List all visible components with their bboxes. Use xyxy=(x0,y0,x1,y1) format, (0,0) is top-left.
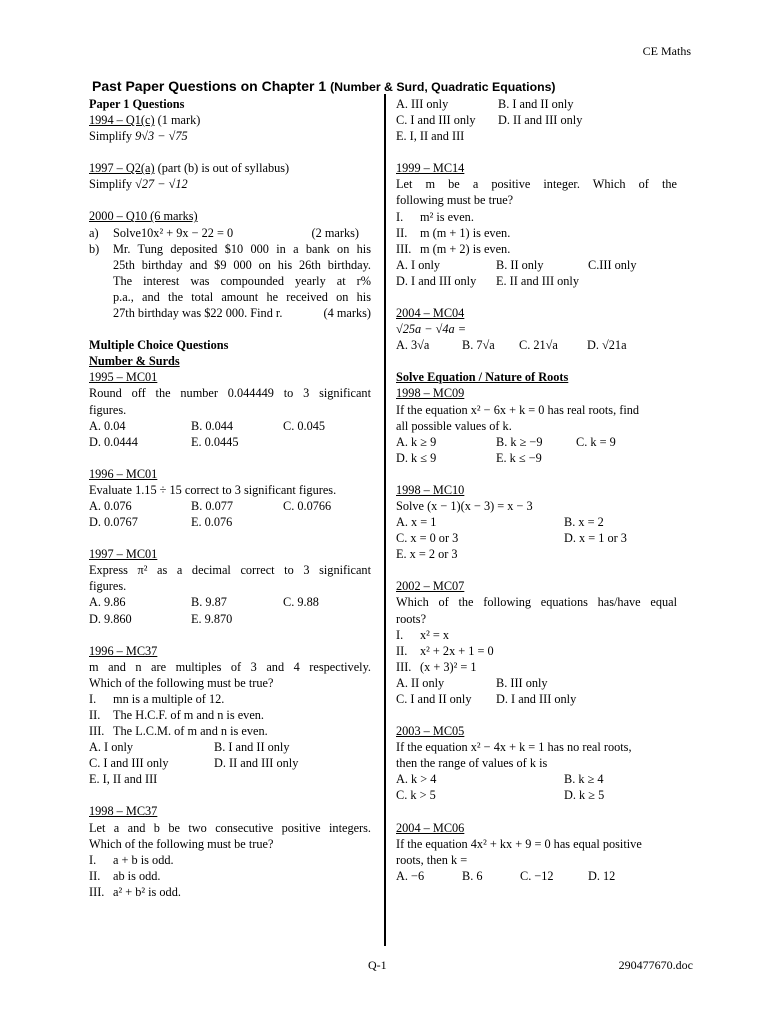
mcq-title: Multiple Choice Questions xyxy=(89,338,229,353)
mc5-options xyxy=(396,96,677,112)
option: A. 0.04 xyxy=(89,418,126,433)
q1-heading xyxy=(89,112,371,128)
column-divider xyxy=(384,94,386,946)
mc4-options xyxy=(89,739,371,755)
option: E. 9.870 xyxy=(191,611,233,626)
mc12-line: If the equation 4x² + kx + 9 = 0 has equal positive xyxy=(396,836,642,851)
mc6-options xyxy=(396,273,677,289)
q2-expr: √27 − √12 xyxy=(135,177,188,192)
mc1-options xyxy=(89,418,371,434)
item-marker: I. xyxy=(89,852,97,867)
q1-head: 1994 – Q1(c) xyxy=(89,113,155,128)
q2-head: 1997 – Q2(a) xyxy=(89,161,155,176)
page-title xyxy=(92,78,556,94)
item-marker: III. xyxy=(89,724,105,739)
mc10-item xyxy=(396,643,677,659)
mc8-line: all possible values of k. xyxy=(396,418,512,433)
q3-b-marks: (4 marks) xyxy=(323,306,371,321)
mc10-line: roots? xyxy=(396,611,427,626)
item-marker: II. xyxy=(396,225,408,240)
header-subject: CE Maths xyxy=(642,44,691,58)
option: C.III only xyxy=(588,257,637,272)
q1-body xyxy=(89,128,371,144)
q2-note: (part (b) is out of syllabus) xyxy=(157,161,290,176)
option: D. k ≤ 9 xyxy=(396,450,437,465)
option: D. 0.0767 xyxy=(89,515,138,530)
mc12-head: 2004 – MC06 xyxy=(396,820,465,835)
option: B. 6 xyxy=(462,868,483,883)
mc5-line: Which of the following must be true? xyxy=(89,836,274,851)
q3-b-line: The interest was compounded yearly at r% xyxy=(113,273,371,288)
option: C. I and II only xyxy=(396,692,472,706)
option: B. k ≥ 4 xyxy=(564,772,604,787)
item-text: The L.C.M. of m and n is even. xyxy=(113,724,268,739)
item-text: m (m + 2) is even. xyxy=(420,241,511,256)
option: D. k ≥ 5 xyxy=(564,788,605,803)
item-text: (x + 3)² = 1 xyxy=(420,659,477,674)
item-marker: I. xyxy=(396,627,404,642)
q3-part-a xyxy=(89,225,371,241)
item-text: m² is even. xyxy=(420,209,474,224)
q1-marks: (1 mark) xyxy=(157,113,201,128)
q2-text: Simplify xyxy=(89,177,133,192)
option: C. 9.88 xyxy=(283,595,319,610)
option: B. 7√a xyxy=(462,338,495,353)
option: C. k = 9 xyxy=(576,434,616,449)
option: B. I and II only xyxy=(498,97,574,111)
q3-a-text: Solve10x² + 9x − 22 = 0 xyxy=(113,225,234,240)
option: A. k > 4 xyxy=(396,772,437,787)
q2-body xyxy=(89,176,371,192)
option: C. 0.045 xyxy=(283,418,326,433)
mc9-head: 1998 – MC10 xyxy=(396,482,465,497)
option: E. II and III only xyxy=(496,273,579,288)
mc12-line: roots, then k = xyxy=(396,852,468,867)
mc10-head: 2002 – MC07 xyxy=(396,579,465,594)
mc6-head: 1999 – MC14 xyxy=(396,161,465,176)
option: A. x = 1 xyxy=(396,515,437,530)
file-name: 290477670.doc xyxy=(618,958,693,972)
mc9-options xyxy=(396,514,677,530)
mc3-line: Express π² as a decimal correct to 3 significant xyxy=(89,563,371,578)
item-text: The H.C.F. of m and n is even. xyxy=(113,708,264,722)
mc2-options xyxy=(89,514,371,530)
item-text: x² = x xyxy=(420,627,450,642)
mc1-line: figures. xyxy=(89,402,127,417)
title-sub: (Number & Surd, Quadratic Equations) xyxy=(330,80,556,94)
mc1-line: Round off the number 0.044449 to 3 significant xyxy=(89,386,371,401)
mc1-options xyxy=(89,434,371,450)
option: A. I only xyxy=(89,740,134,755)
right-column xyxy=(396,96,677,884)
section-paper1: Paper 1 Questions xyxy=(89,97,185,111)
option: E. I, II and III xyxy=(89,772,158,787)
option: D. √21a xyxy=(587,338,627,353)
q1-text: Simplify xyxy=(89,129,133,144)
option: D. 12 xyxy=(588,868,616,883)
mc6-line: Let m be a positive integer. Which of the xyxy=(396,177,677,192)
mc4-item xyxy=(89,691,371,707)
item-text: a + b is odd. xyxy=(113,852,174,867)
mc7-expr: √25a − √4a = xyxy=(396,322,467,337)
mc2-head: 1996 – MC01 xyxy=(89,466,158,481)
mc6-line: following must be true? xyxy=(396,193,514,208)
option: C. 0.0766 xyxy=(283,498,332,513)
mc11-line: If the equation x² − 4x + k = 1 has no real roots, xyxy=(396,740,632,755)
item-marker: II. xyxy=(396,643,408,658)
mc4-item xyxy=(89,723,371,739)
item-text: m (m + 1) is even. xyxy=(420,225,511,240)
option: A. 9.86 xyxy=(89,595,126,610)
mc12-options xyxy=(396,868,677,884)
option: D. II and III only xyxy=(214,756,299,771)
option: C. −12 xyxy=(520,868,554,883)
item-marker: II. xyxy=(89,868,101,883)
item-marker: II. xyxy=(89,708,101,722)
option: E. 0.0445 xyxy=(191,434,239,449)
option: B. I and II only xyxy=(214,740,290,755)
mc7-options xyxy=(396,337,677,353)
item-marker: III. xyxy=(396,241,412,256)
option: D. I and III only xyxy=(396,273,477,288)
mc3-line: figures. xyxy=(89,579,127,594)
mc4-item xyxy=(89,707,371,723)
item-text: x² + 2x + 1 = 0 xyxy=(420,643,494,658)
mc8-line: If the equation x² − 6x + k = 0 has real roots, find xyxy=(396,402,640,417)
mc4-options xyxy=(89,755,371,771)
mc10-item xyxy=(396,659,677,675)
q3-head: 2000 – Q10 (6 marks) xyxy=(89,209,198,224)
mc10-line: Which of the following equations has/have equal xyxy=(396,595,677,610)
option: B. II only xyxy=(496,257,544,272)
mc5-line: Let a and b be two consecutive positive integers. xyxy=(89,820,371,835)
option: C. I and III only xyxy=(396,113,476,128)
item-text: ab is odd. xyxy=(113,868,161,883)
page-number: Q-1 xyxy=(368,958,387,972)
mc6-item xyxy=(396,241,677,257)
option: B. 0.044 xyxy=(191,418,234,433)
option: E. k ≤ −9 xyxy=(496,450,542,465)
mc3-options xyxy=(89,594,371,610)
q3-b-line: Mr. Tung deposited $10 000 in a bank on his xyxy=(113,241,371,256)
q3-a-marks: (2 marks) xyxy=(311,225,359,240)
mc10-options xyxy=(396,675,677,691)
option: A. −6 xyxy=(396,868,425,883)
q3-part-b xyxy=(89,241,371,321)
q3-b-line: 27th birthday was $22 000. Find r. xyxy=(113,306,283,321)
mc10-options xyxy=(396,691,677,707)
mc7-head: 2004 – MC04 xyxy=(396,306,465,321)
option: D. 9.860 xyxy=(89,611,132,626)
option: B. k ≥ −9 xyxy=(496,434,543,449)
option: C. x = 0 or 3 xyxy=(396,531,459,546)
q3-b-line: 25th birthday and $9 000 on his 26th birthday. xyxy=(113,257,371,272)
option: C. 21√a xyxy=(519,338,558,353)
option: A. 3√a xyxy=(396,338,430,353)
option: D. II and III only xyxy=(498,113,583,128)
mc5-options xyxy=(396,112,677,128)
option: C. I and III only xyxy=(89,756,169,771)
option: B. III only xyxy=(496,675,548,690)
option: A. k ≥ 9 xyxy=(396,434,437,449)
option: A. II only xyxy=(396,675,445,690)
option: B. 9.87 xyxy=(191,595,227,610)
section-nature-of-roots: Solve Equation / Nature of Roots xyxy=(396,370,569,385)
option: E. 0.076 xyxy=(191,515,233,530)
mc9-line: Solve (x − 1)(x − 3) = x − 3 xyxy=(396,498,533,513)
option: E. I, II and III xyxy=(396,129,465,144)
item-marker: I. xyxy=(396,209,404,224)
mc8-options xyxy=(396,450,677,466)
option: A. 0.076 xyxy=(89,498,132,513)
option: D. I and III only xyxy=(496,692,577,706)
mc8-options xyxy=(396,434,677,450)
mc2-line: Evaluate 1.15 ÷ 15 correct to 3 significant figures. xyxy=(89,482,337,497)
mc4-line: m and n are multiples of 3 and 4 respectively. xyxy=(89,659,371,674)
mc3-head: 1997 – MC01 xyxy=(89,547,158,562)
mc9-options xyxy=(396,530,677,546)
item-marker: I. xyxy=(89,691,97,706)
item-marker: III. xyxy=(89,884,105,899)
item-text: a² + b² is odd. xyxy=(113,884,181,899)
mcq-subtitle: Number & Surds xyxy=(89,354,180,369)
mc11-head: 2003 – MC05 xyxy=(396,724,465,739)
option: A. I only xyxy=(396,257,441,272)
mc11-options xyxy=(396,771,677,787)
q2-heading xyxy=(89,160,371,176)
mc11-options xyxy=(396,787,677,803)
left-column xyxy=(89,96,371,900)
mc8-head: 1998 – MC09 xyxy=(396,386,465,401)
title-main: Past Paper Questions on Chapter 1 xyxy=(92,78,327,94)
option: D. 0.0444 xyxy=(89,434,138,449)
mc11-line: then the range of values of k is xyxy=(396,756,548,771)
option: B. 0.077 xyxy=(191,498,234,513)
mc4-line: Which of the following must be true? xyxy=(89,675,274,690)
q3-a-marker: a) xyxy=(89,225,99,240)
item-text: mn is a multiple of 12. xyxy=(113,691,225,706)
mc6-item xyxy=(396,225,677,241)
item-marker: III. xyxy=(396,659,412,674)
mc4-head: 1996 – MC37 xyxy=(89,643,158,658)
mc10-item xyxy=(396,627,677,643)
option: E. x = 2 or 3 xyxy=(396,547,458,562)
mc5-item xyxy=(89,884,371,900)
option: C. k > 5 xyxy=(396,788,436,803)
mc1-head: 1995 – MC01 xyxy=(89,370,158,385)
option: A. III only xyxy=(396,97,449,111)
mc6-options xyxy=(396,257,677,273)
option: D. x = 1 or 3 xyxy=(564,531,627,546)
mc2-options xyxy=(89,498,371,514)
mc5-item xyxy=(89,852,371,868)
mc5-item xyxy=(89,868,371,884)
q1-expr: 9√3 − √75 xyxy=(135,129,188,144)
mc6-item xyxy=(396,209,677,225)
mc5-head: 1998 – MC37 xyxy=(89,804,158,819)
mc3-options xyxy=(89,611,371,627)
option: B. x = 2 xyxy=(564,515,604,530)
q3-b-line: p.a., and the total amount he received on his xyxy=(113,289,371,304)
q3-b-marker: b) xyxy=(89,241,100,256)
